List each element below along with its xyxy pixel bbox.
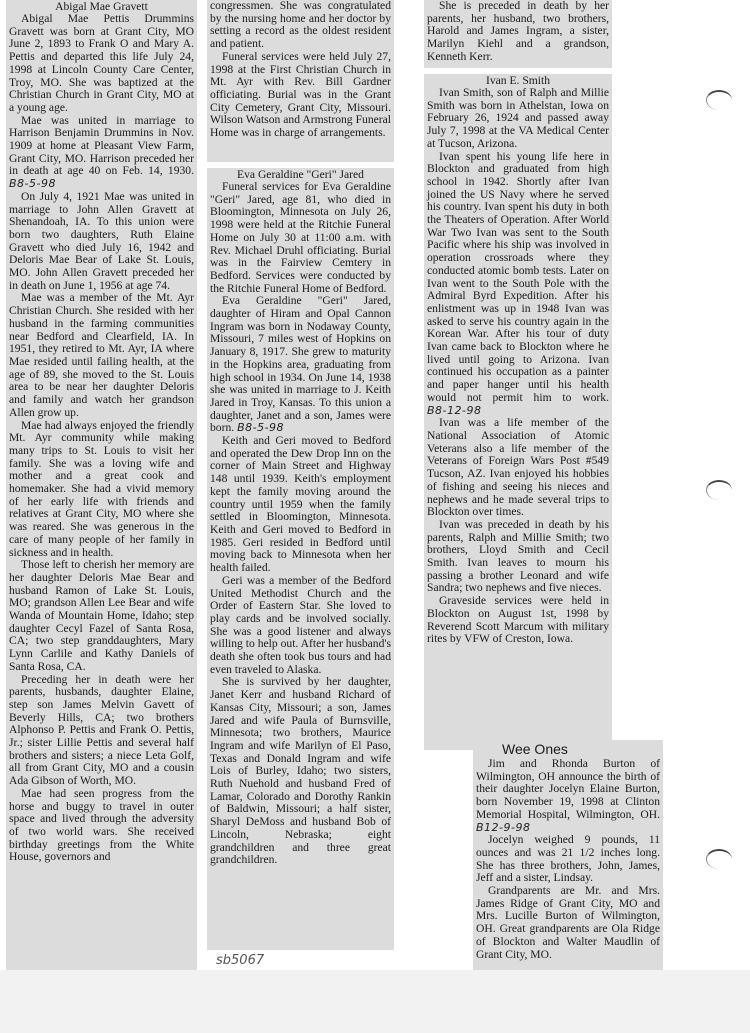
obituary-paragraph: Funeral services for Eva Geraldine "Geri" Jared, age 81, who died in Bloomington, Minnesota on July 26, 1998 were held at the Ritchie Funeral Home on July 30 at 11:00 a.m. with Rev. Michael Druhl officiating. Burial was in the Fairview Cemtery in Bedford. Services were conducted by the Ritchie Funeral Home of Bedford. <box>210 180 391 295</box>
obituary-paragraph: Mae had seen progress from the horse and buggy to travel in outer space and lived through the adversity of two world wars. She received birthday greetings from the White House, governors and <box>9 786 194 864</box>
punch-hole <box>706 849 732 869</box>
obituary-paragraph: She is preceded in death by her parents, her husband, two brothers, Harold and James Ingram, a sister, Marilyn Kiehl and a grandson, Kenneth Kerr. <box>427 0 609 63</box>
obituary-title: Ivan E. Smith <box>485 74 551 87</box>
obituary-paragraph: She is survived by her daughter, Janet Kerr and husband Richard of Kansas City, Missouri; a son, James Jared and wife Paula of Burnsville, Minnesota; two brothers, Maurice Ingram and wife Marilyn of El Paso, Texas and Donald Ingram and wife Lois of Burley, Idaho; two sisters, Ruth Nuehold and husband Fred of Lamar, Colorado and Dorothy Rankin of Baldwin, Missouri; a half sister, Sharyl DeMoss and husband Bob of Lincoln, Nebraska; eight grandchildren and three great grandchildren. <box>210 675 391 867</box>
handwritten-date: B12-9-98 <box>476 820 531 834</box>
obituary-paragraph: Ivan Smith, son of Ralph and Millie Smith was born in Athelstan, Iowa on February 26, 1924 and passed away July 7, 1998 at the VA Medical Center at Tucson, Arizona. <box>427 86 609 150</box>
handwritten-date: B8-5-98 <box>237 421 285 435</box>
announcement-paragraph: Jocelyn weighed 9 pounds, 11 ounces and was 21 1/2 inches long. She has three brothers, John, James, Jeff and a sister, Lindsay. <box>476 833 660 885</box>
obituary-paragraph: Mae was a member of the Mt. Ayr Christian Church. She resided with her husband in the farming communities near Bedford and Clearfield, IA. In 1951, they retired to Mt. Ayr, IA where Mae resided until failing health, at the age of 89, she moved to the St. Louis area to be near her daughter Deloris and family and watch her grandson Allen grow up. <box>9 291 194 419</box>
handwritten-date: B8-12-98 <box>427 403 482 417</box>
announcement-paragraph: Grandparents are Mr. and Mrs. James Ridge of Grant City, MO and Mrs. Lucille Burton of Wilmington, OH. Great grandparents are Ola Ridge of Blockton and Walter Maudlin of Grant City, MO. <box>476 884 660 961</box>
obituary-paragraph: Geri was a member of the Bedford United Methodist Church and the Order of Eastern Star. She loved to play cards and be involved socially. She was a good listener and always willing to help out. After her husband's death she often took bus tours and had even traveled to Alaska. <box>210 573 391 676</box>
scan-margin <box>0 970 750 1033</box>
obituary-title: Abigal Mae Gravett <box>55 0 148 13</box>
obituary-paragraph: On July 4, 1921 Mae was united in marriage to John Allen Gravett at Shenandoah, IA. To this union were born two daughters, Ruth Elaine Gravett who died July 16, 1942 and Deloris Mae Bear of Lake St. Louis, MO. John Allen Gravett preceded her in death on June 1, 1956 at age 74. <box>9 189 194 292</box>
obituary-paragraph: Ivan was a life member of the National Association of Atomic Veterans also a life member of the Veterans of Foreign Wars Post #549 Tucson, AZ. Ivan enjoyed his hobbies of fishing and seeing his nieces and nephews and he made several trips to Blockton over times. <box>427 416 609 519</box>
punch-hole <box>706 480 732 500</box>
obituary-paragraph: Mae was united in marriage to Harrison Benjamin Drummins in Nov. 1909 at home at Pleasant View Farm, Grant City, MO. Harrison preceded her in death at age 40 on Feb. 14, 1930. B8-5-98 <box>9 113 194 191</box>
obituary-paragraph: Eva Geraldine "Geri" Jared, daughter of Hiram and Opal Cannon Ingram was born in Nodaway County, Missouri, 7 miles west of Hopkins on January 8, 1917. She grew to maturity in the Hopkins area, graduating from high school in 1934. On June 14, 1938 she was united in marriage to J. Keith Jared in Troy, Kansas. To this union a daughter, Janet and a son, James were born. B8-5-98 <box>210 294 391 435</box>
punch-hole <box>706 90 732 110</box>
obituary-paragraph: Ivan spent his young life here in Blockton and graduated from high school in 1942. Shortly after Ivan joined the US Navy where he served his country. Ivan spent his duty in both the Theaters of Operation. After World War Two Ivan was sent to the South Pacific where his ship was involved in operation crossroads where they conducted atomic bomb tests. Later on Ivan went to the South Pole with the Admiral Byrd Expedition. After his enlistment was up in 1948 Ivan was asked to serve his country again in the Korean War. After his tour of duty Ivan came back to Blockton where he lived until going to Arizona. Ivan continued his occupation as a painter and paper hanger until his health would not permit him to work. B8-12-98 <box>427 149 609 417</box>
obituary-paragraph: Keith and Geri moved to Bedford and operated the Dew Drop Inn on the corner of Main Street and Highway 148 until 1939. Keith's employment kept the family moving around the country until 1959 when the family settled in Bloomington, Minnesota. Keith and Geri moved to Bedford in 1985. Geri resided in Bedford until moving back to Minnesota when her health failed. <box>210 434 391 575</box>
obituary-paragraph: Abigal Mae Pettis Drummins Gravett was born at Grant City, MO June 2, 1893 to Frank O and Mary A. Pettis and departed this life July 24, 1998 at Lincoln County Care Center, Troy, MO. She was baptized at the Christian Church in Grant City, MO at a young age. <box>9 12 194 114</box>
birth-announcement-wee-ones <box>473 740 663 970</box>
obituary-abigal-gravett-part2 <box>207 0 394 162</box>
handwritten-page-id: sb5067 <box>216 953 265 968</box>
obituary-eva-jared-part2 <box>424 0 612 68</box>
obituary-paragraph: Graveside services were held in Blockton on August 1st, 1998 by Reverend Scott Marcum with military rites by VFW of Creston, Iowa. <box>427 594 609 646</box>
announcement-title: Wee Ones <box>502 741 568 757</box>
obituary-ivan-smith <box>424 74 612 750</box>
announcement-paragraph: Jim and Rhonda Burton of Wilmington, OH announce the birth of their daughter Jocelyn Elaine Burton, born November 19, 1998 at Clinton Memorial Hospital, Wilmington, OH. B12-9-98 <box>476 757 660 834</box>
obituary-paragraph: Ivan was preceded in death by his parents, Ralph and Millie Smith; two brothers, Lloyd Smith and Cecil Smith. Ivan leaves to mourn his passing a brother Leonard and wife Sandra; two nephews and five nieces. <box>427 517 609 595</box>
obituary-paragraph: congressmen. She was congratulated by the nursing home and her doctor by setting a record as the oldest resident and patient. <box>210 0 391 51</box>
obituary-paragraph: Preceding her in death were her parents, husbands, daughter Elaine, step son James Melvin Gavett of Beverly Hills, CA; two brothers Alphonso P. Pettis and Frank O. Pettis, Jr.; sister Lillie Pettis and several half brothers and sisters; a niece Leta Golf, all from Grant City, MO and a cousin Ada Gibson of Worth, MO. <box>9 672 194 788</box>
obituary-title: Eva Geraldine "Geri" Jared <box>237 168 364 181</box>
obituary-paragraph: Those left to cherish her memory are her daughter Deloris Mae Bear and husband Ramon of Lake St. Louis, MO; grandson Allen Lee Bear and wife Wanda of Mountain Home, Idaho; step daughter Cecyl Fazel of Santa Rosa, CA; two step granddaughters, Mary Lynn Carlile and Kathy Daniels of Santa Rosa, CA. <box>9 558 194 673</box>
handwritten-date: B8-5-98 <box>9 177 56 191</box>
obituary-eva-jared-part1 <box>207 168 394 950</box>
obituary-paragraph: Mae had always enjoyed the friendly Mt. Ayr community while making many trips to St. Louis to visit her family. She was a loving wife and mother and a great cook and homemaker. She had a vivid memory of her early life with friends and relatives at Grant City, MO where she was reared. She was generous in the care of many people of her family in sickness and in health. <box>9 418 194 559</box>
obituary-abigal-gravett-part1 <box>6 0 197 970</box>
obituary-paragraph: Funeral services were held July 27, 1998 at the First Christian Church in Mt. Ayr with Rev. Bill Gardner officiating. Burial was in the Grant City Cemetery, Grant City, Missouri. Wilson Watson and Armstrong Funeral Home was in charge of arrangements. <box>210 49 391 140</box>
